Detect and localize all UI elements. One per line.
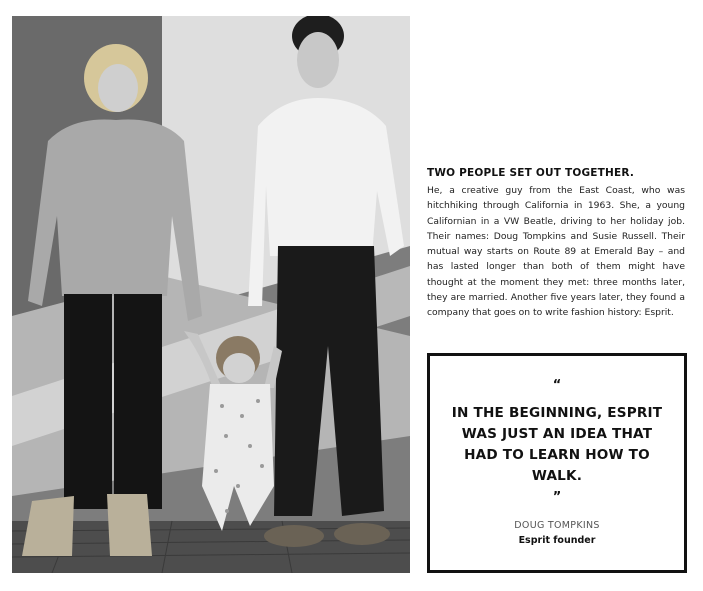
- quote-text: IN THE BEGINNING, ESPRIT WAS JUST AN IDEA THAT HAD TO LEARN HOW TO WALK.: [451, 405, 663, 484]
- woman-right-boot: [107, 494, 152, 556]
- quote-author-role: Esprit founder: [518, 535, 596, 546]
- man-right-shoe: [334, 523, 390, 545]
- quote-author: DOUG TOMPKINS: [514, 520, 600, 531]
- quote-box: [427, 353, 687, 573]
- quote-close-mark: ”: [552, 490, 562, 505]
- woman-left-leg: [64, 294, 112, 509]
- man-face: [297, 32, 339, 88]
- quote-open-mark: “: [552, 378, 562, 393]
- woman-face: [98, 64, 138, 112]
- story-section: [427, 167, 685, 321]
- woman-right-leg: [114, 294, 162, 509]
- child-face: [223, 353, 255, 383]
- man-left-shoe: [264, 525, 324, 547]
- family-photo: [12, 16, 410, 573]
- story-body: He, a creative guy from the East Coast, who was hitchhiking through California in 1963. She, a young Californian in a VW Beatle, driving to her holiday job. Their names: Doug Tompkins and Susie Russell. Their mutual way starts on Route 89 at Emerald Bay – and has lasted longer than both of them might have thought at the moment they met: three months later, they are married. Another five years later, they found a company that goes on to write fashion history: Esprit.: [427, 185, 685, 319]
- story-heading: TWO PEOPLE SET OUT TOGETHER.: [427, 167, 635, 179]
